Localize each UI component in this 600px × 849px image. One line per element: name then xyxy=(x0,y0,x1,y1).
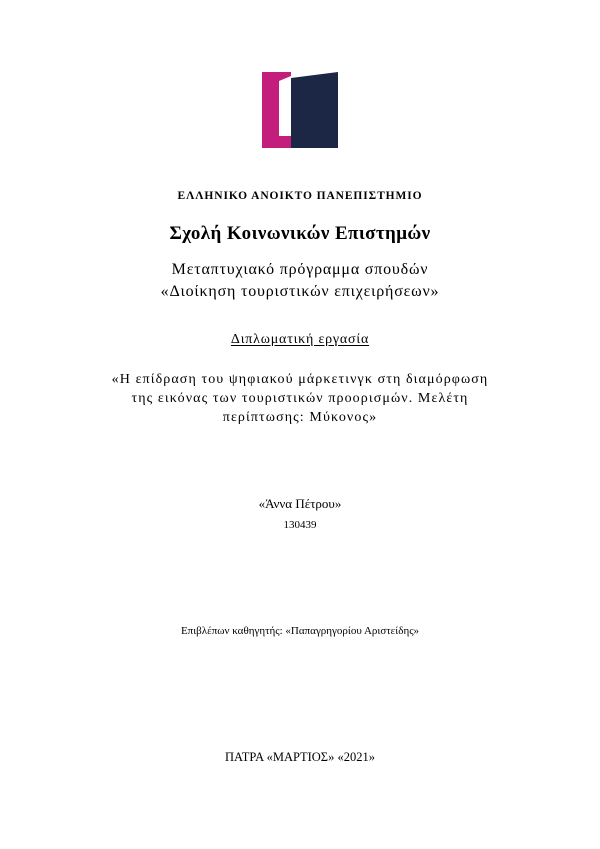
university-name: ΕΛΛΗΝΙΚΟ ΑΝΟΙΚΤΟ ΠΑΝΕΠΙΣΤΗΜΙΟ xyxy=(177,190,423,202)
program-line-2: «Διοίκηση τουριστικών επιχειρήσεων» xyxy=(160,283,440,300)
thesis-label: Διπλωματική εργασία xyxy=(230,332,370,347)
thesis-title-line-1: «Η επίδραση του ψηφιακού μάρκετινγκ στη διαμόρφωση xyxy=(111,372,489,387)
student-id: 130439 xyxy=(283,519,317,531)
logo-navy-shape xyxy=(291,72,338,148)
author-name: «Άννα Πέτρου» xyxy=(258,496,342,511)
thesis-title-line-3: περίπτωσης: Μύκονος» xyxy=(222,410,378,425)
thesis-title-line-2: της εικόνας των τουριστικών προορισμών. Μελέτη xyxy=(131,391,469,406)
thesis-title xyxy=(0,370,600,427)
university-logo-icon xyxy=(262,72,338,148)
place-date: ΠΑΤΡΑ «ΜΑΡΤΙΟΣ» «2021» xyxy=(225,750,375,764)
school-name: Σχολή Κοινωνικών Επιστημών xyxy=(169,223,431,244)
program-line-1: Μεταπτυχιακό πρόγραμμα σπουδών xyxy=(171,261,429,278)
program-block xyxy=(0,259,600,303)
supervisor: Επιβλέπων καθηγητής: «Παπαγρηγορίου Αριστείδης» xyxy=(180,625,420,637)
